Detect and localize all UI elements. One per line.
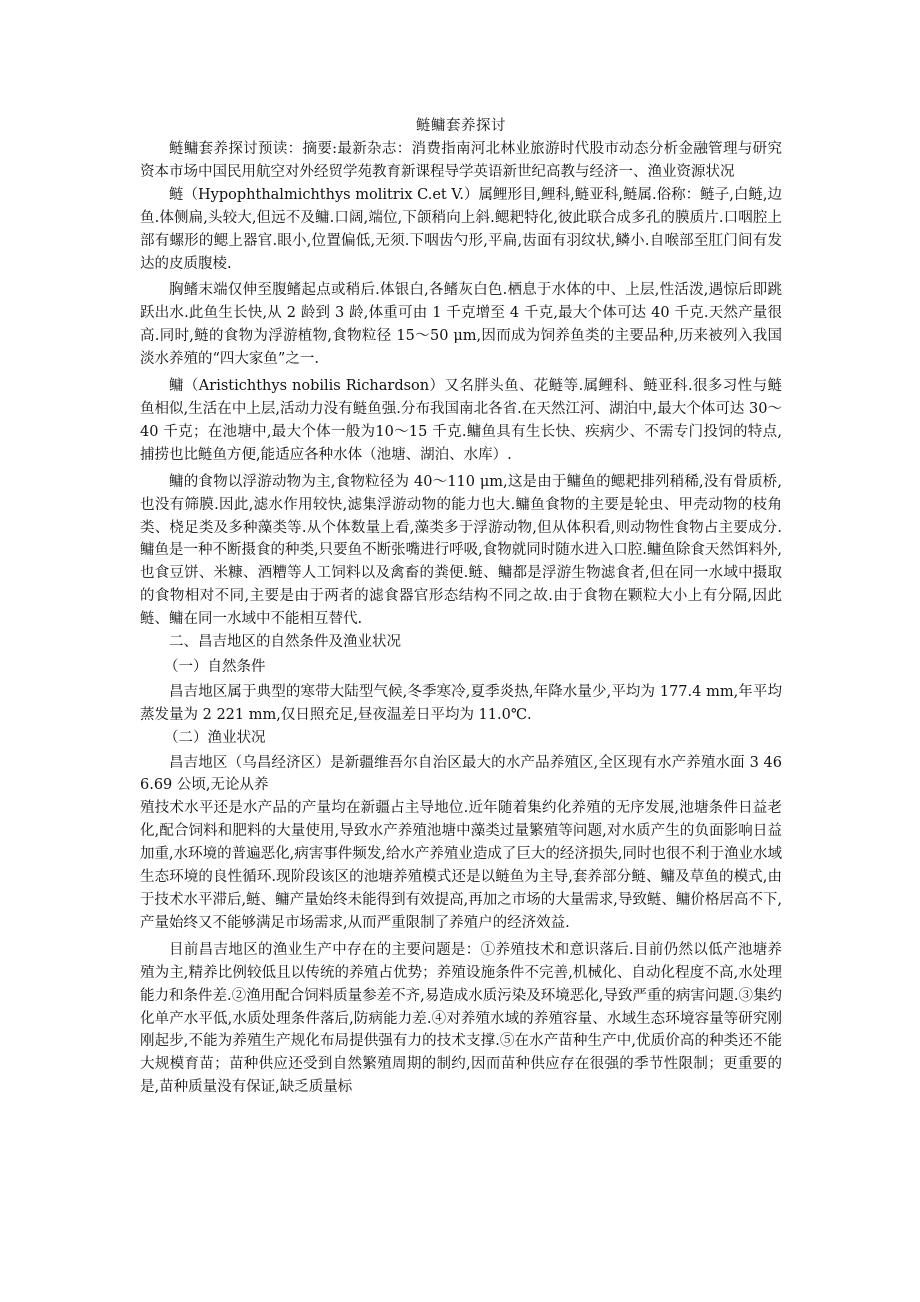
fishery-status-paragraph-b: 殖技术水平还是水产品的产量均在新疆占主导地位.近年随着集约化养殖的无序发展,池塘条件日益老化,配合饲料和肥料的大量使用,导致水产养殖池塘中藻类过量繁殖等问题,对水质产生的负面影响日益加重,水环境的普遍恶化,病害事件频发,给水产养殖业造成了巨大的经济损失,同时也很不利于渔业水域生态环境的良性循环.现阶段该区的池塘养殖模式还是以鲢鱼为主导,套养部分鲢、鳙及草鱼的模式,由于技术水平滞后,鲢、鳙产量始终未能得到有效提高,再加之市场的大量需求,导致鲢、鳙价格居高不下,产量始终又不能够满足市场需求,从而严重限制了养殖户的经济效益. <box>140 800 782 931</box>
silver-carp-habits-paragraph: 胸鳍末端仅伸至腹鳍起点或稍后.体银白,各鳍灰白色.栖息于水体的中、上层,性活泼,遇惊后即跳跃出水.此鱼生长快,从 2 龄到 3 龄,体重可由 1 千克增至 4 千克,最大个体可达 40 千克.天然产量很高.同时,鲢的食物为浮游植物,食物粒径 15～50 μm,因而成为饲养鱼类的主要品种,历来被列入我国淡水养殖的“四大家鱼”之一. <box>140 282 782 368</box>
section-heading-changji: 二、昌吉地区的自然条件及渔业状况 <box>169 634 401 651</box>
intro-paragraph: 鲢鳙套养探讨预读：摘要:最新杂志：消费指南河北林业旅游时代股市动态分析金融管理与研究资本市场中国民用航空对外经贸学苑教育新课程导学英语新世纪高教与经济一、渔业资源状况 <box>140 141 782 180</box>
bighead-carp-diet-paragraph: 鳙的食物以浮游动物为主,食物粒径为 40～110 μm,这是由于鳙鱼的鳃耙排列稍稀,没有骨质桥,也没有筛膜.因此,滤水作用较快,滤集浮游动物的能力也大.鳙鱼食物的主要是轮虫、甲壳动物的枝角类、桡足类及多种藻类等.从个体数量上看,藻类多于浮游动物,但从体积看,则动物性食物占主要成分.鳙鱼是一种不断摄食的种类,只要鱼不断张嘴进行呼吸,食物就同时随水进入口腔.鳙鱼除食天然饵料外,也食豆饼、米糠、酒糟等人工饲料以及禽畜的粪便.鲢、鳙都是浮游生物滤食者,但在同一水域中摄取的食物相对不同,主要是由于两者的滤食器官形态结构不同之故.由于食物在颗粒大小上有分隔,因此鲢、鳙在同一水域中不能相互替代. <box>140 473 782 628</box>
subsection-heading-fishery-status: （二）渔业状况 <box>164 729 266 746</box>
bighead-carp-description-paragraph: 鳙（Aristichthys nobilis Richardson）又名胖头鱼、花鲢等.属鲤科、鲢亚科.很多习性与鲢鱼相似,生活在中上层,活动力没有鲢鱼强.分布我国南北各省.在天然江河、湖泊中,最大个体可达 30～40 千克；在池塘中,最大个体一般为10～15 千克.鳙鱼具有生长快、疾病少、不需专门投饲的特点,捕捞也比鲢鱼方便,能适应各种水体（池塘、湖泊、水库）. <box>140 378 782 463</box>
fishery-problems-paragraph: 目前昌吉地区的渔业生产中存在的主要问题是：①养殖技术和意识落后.目前仍然以低产池塘养殖为主,精养比例较低且以传统的养殖占优势；养殖设施条件不完善,机械化、自动化程度不高,水处理能力和条件差.②渔用配合饲料质量参差不齐,易造成水质污染及环境恶化,导致严重的病害问题.③集约化单产水平低,水质处理条件落后,防病能力差.④对养殖水域的养殖容量、水域生态环境容量等研究刚刚起步,不能为养殖生产规化布局提供强有力的技术支撑.⑤在水产苗种生产中,优质价高的种类还不能大规模育苗；苗种供应还受到自然繁殖周期的制约,因而苗种供应存在很强的季节性限制；更重要的是,苗种质量没有保证,缺乏质量标 <box>140 941 782 1096</box>
fishery-status-paragraph-a: 昌吉地区（乌昌经济区）是新疆维吾尔自治区最大的水产品养殖区,全区现有水产养殖水面 3 466.69 公顷,无论从养 <box>140 754 782 794</box>
document-page <box>140 114 782 1099</box>
subsection-heading-natural-conditions: （一）自然条件 <box>164 658 266 675</box>
silver-carp-description-paragraph: 鲢（Hypophthalmichthys molitrix C.et V.）属鲤形目,鲤科,鲢亚科,鲢属.俗称：鲢子,白鲢,边鱼.体侧扁,头较大,但远不及鳙.口阔,端位,下颌稍向上斜.鳃耙特化,彼此联合成多孔的膜质片.口咽腔上部有螺形的鳃上器官.眼小,位置偏低,无须.下咽齿勺形,平扁,齿面有羽纹状,鳞小.自喉部至肛门间有发达的皮质腹棱. <box>140 186 782 272</box>
natural-conditions-paragraph: 昌吉地区属于典型的寒带大陆型气候,冬季寒冷,夏季炎热,年降水量少,平均为 177.4 mm,年平均蒸发量为 2 221 mm,仅日照充足,昼夜温差日平均为 11.0℃. <box>140 683 782 723</box>
document-title: 鲢鳙套养探讨 <box>416 118 506 134</box>
